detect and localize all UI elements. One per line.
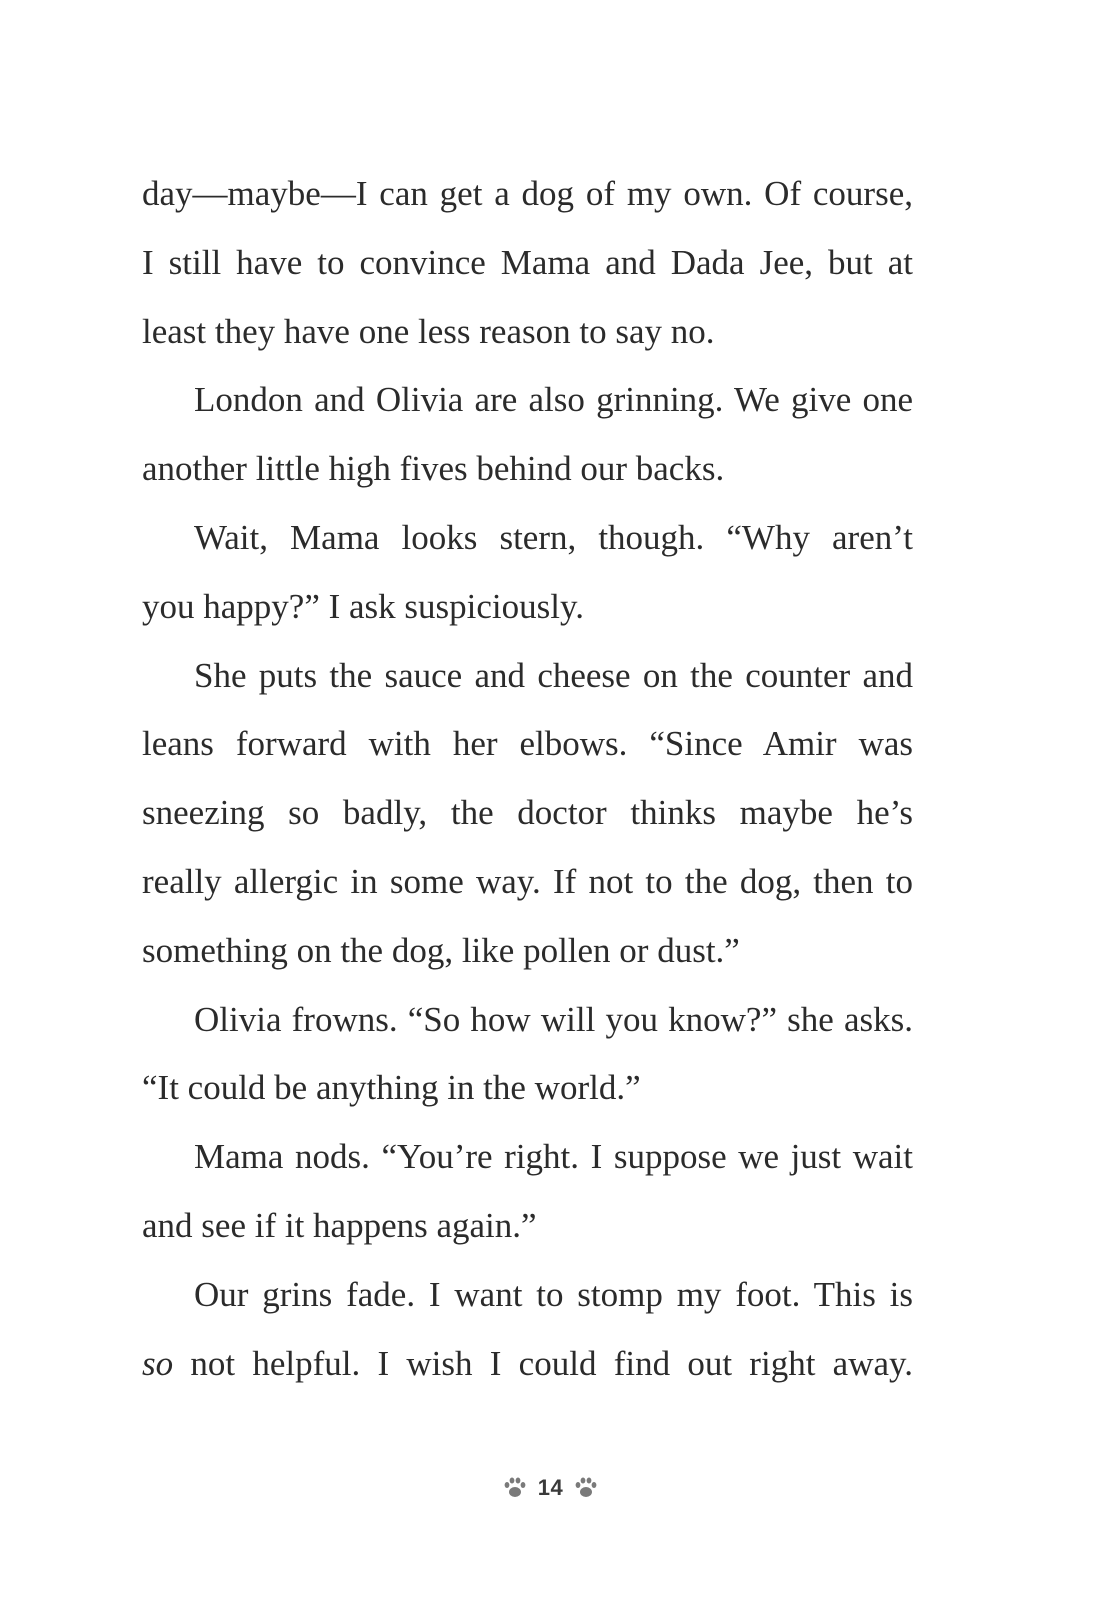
text-line: you happy?” I ask suspiciously. [142, 586, 584, 626]
text-line: “It could be anything in the world.” [142, 1068, 641, 1108]
italic-word: so [142, 1343, 174, 1383]
paw-print-icon [502, 1475, 528, 1501]
text-line: Mama nods. “You’re right. I suppose we just wait [194, 1137, 913, 1177]
text-line [142, 1330, 913, 1399]
text-line: really allergic in some way. If not to the dog, then to [142, 861, 913, 901]
line-rest: not helpful. I wish I could find out right away. [173, 1343, 913, 1383]
text-line: day—maybe—I can get a dog of my own. Of course, [142, 174, 913, 213]
text-line: something on the dog, like pollen or dust.” [142, 930, 740, 970]
text-line: I still have to convince Mama and Dada Jee, but at [142, 242, 913, 282]
page-number: 14 [537, 1475, 564, 1500]
page-footer [0, 1468, 1101, 1508]
text-line: and see if it happens again.” [142, 1205, 537, 1245]
text-line: She puts the sauce and cheese on the counter and [194, 655, 913, 695]
text-line: Wait, Mama looks stern, though. “Why aren’t [194, 517, 913, 557]
text-line: least they have one less reason to say no. [142, 311, 715, 351]
text-line: Our grins fade. I want to stomp my foot. This is [194, 1274, 913, 1314]
paw-print-icon [573, 1475, 599, 1501]
body-text [142, 160, 913, 1398]
text-line: London and Olivia are also grinning. We give one [194, 380, 913, 420]
text-line: Olivia frowns. “So how will you know?” she asks. [194, 999, 913, 1039]
text-line: sneezing so badly, the doctor thinks maybe he’s [142, 793, 913, 833]
text-line: another little high fives behind our backs. [142, 449, 725, 489]
text-line: leans forward with her elbows. “Since Amir was [142, 724, 913, 764]
